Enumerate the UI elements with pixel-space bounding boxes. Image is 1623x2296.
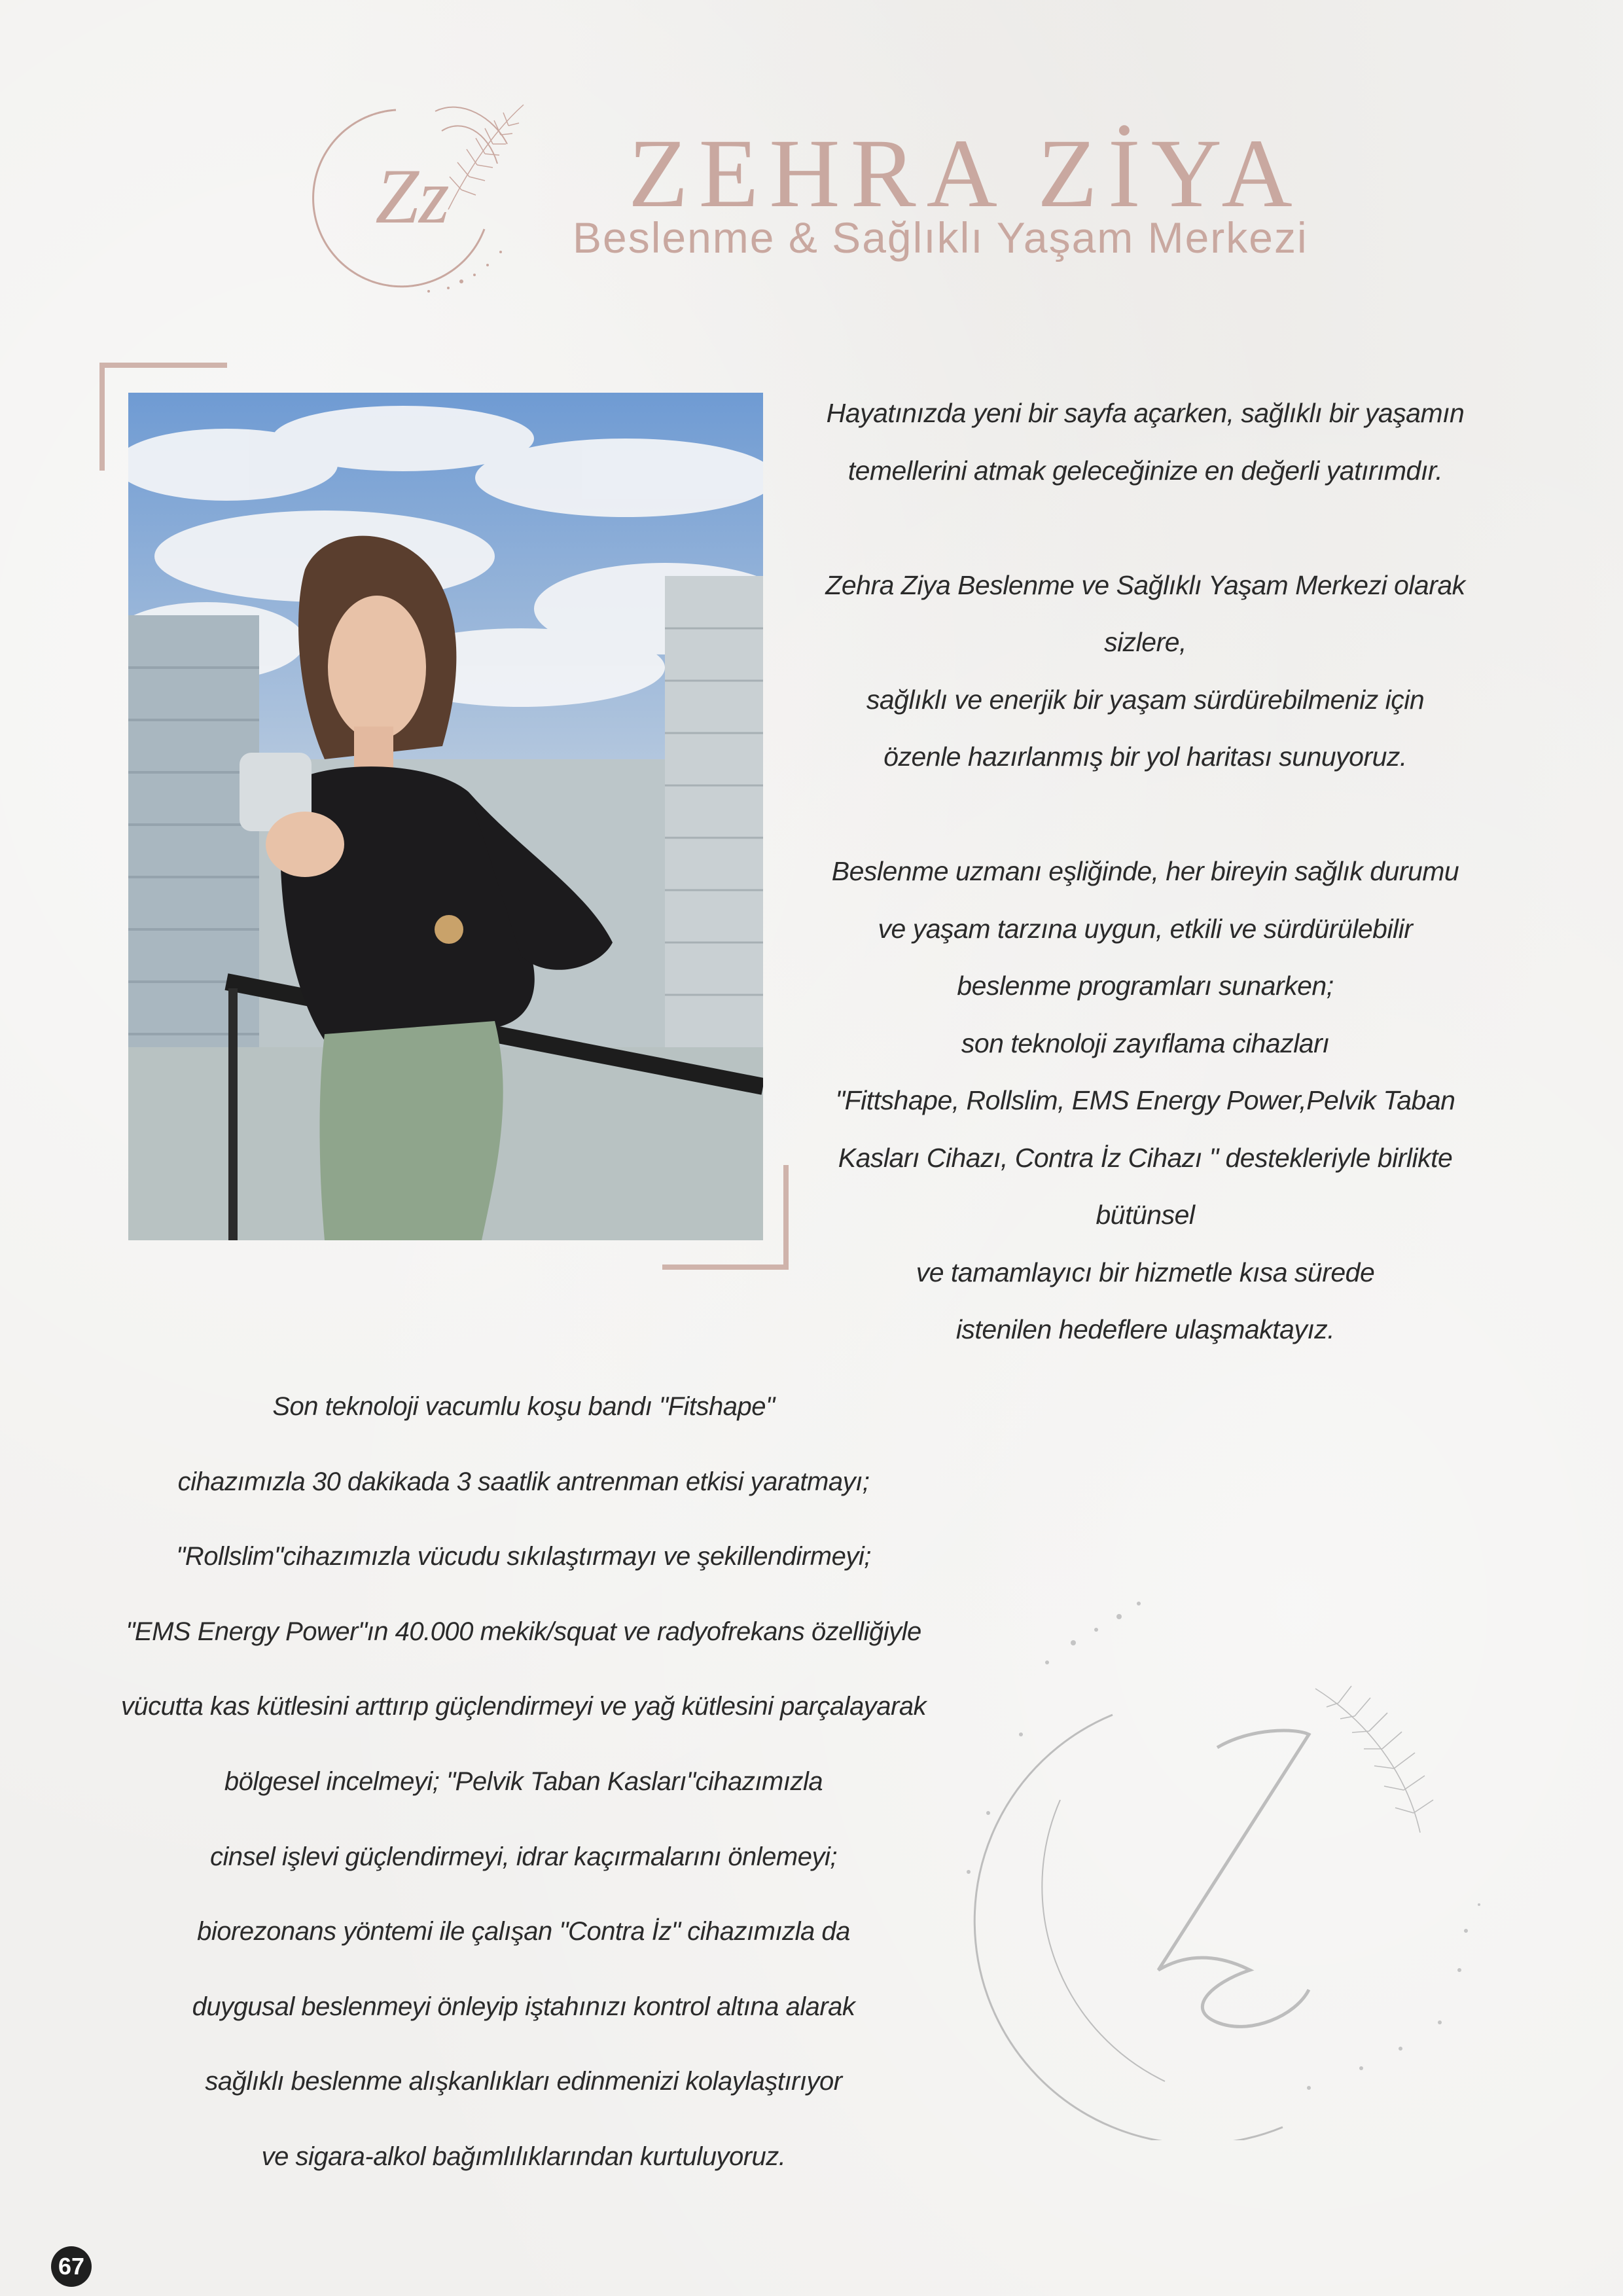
brand-subtitle: Beslenme & Sağlıklı Yaşam Merkezi [573, 213, 1308, 262]
intro-line: "Fittshape, Rollslim, EMS Energy Power,Pelvik Taban [835, 1085, 1455, 1115]
intro-line: istenilen hedeflere ulaşmaktayız. [955, 1314, 1335, 1344]
intro-line: temellerini atmak geleceğinize en değerli yatırımdır. [847, 455, 1443, 486]
intro-line: Beslenme uzmanı eşliğinde, her bireyin sağlık durumu [831, 856, 1459, 886]
intro-line: Zehra Ziya Beslenme ve Sağlıklı Yaşam Merkezi olarak sizlere, [825, 569, 1465, 657]
intro-line: son teknoloji zayıflama cihazları [961, 1028, 1330, 1058]
services-text [98, 1369, 949, 2195]
frame-corner-top-left-vertical [99, 363, 105, 471]
intro-line: ve yaşam tarzına uygun, etkili ve sürdürülebilir [878, 913, 1413, 944]
page-number: 67 [51, 2246, 92, 2287]
intro-line: beslenme programları sunarken; [957, 971, 1334, 1001]
brand-title: ZEHRA ZİYA [628, 119, 1303, 228]
services-line: vücutta kas kütlesini arttırıp güçlendirmeyi ve yağ kütlesini parçalayarak [120, 1692, 927, 1721]
watermark-logo [942, 1564, 1518, 2140]
feather-icon [448, 105, 524, 209]
logo-monogram: Zz [375, 152, 450, 240]
services-line: "Rollslim"cihazımızla vücudu sıkılaştırmayı ve şekillendirmeyi; [176, 1542, 871, 1571]
services-line: biorezonans yöntemi ile çalışan "Contra İz" cihazımızla da [197, 1917, 850, 1946]
services-line: duygusal beslenmeyi önleyip iştahınızı kontrol altına alarak [192, 1992, 855, 2021]
services-line: sağlıklı beslenme alışkanlıkları edinmenizi kolaylaştırıyor [205, 2067, 842, 2096]
frame-corner-bottom-right [662, 1265, 789, 1270]
portrait-photo [128, 393, 763, 1240]
intro-line: sağlıklı ve enerjik bir yaşam sürdürebilmeniz için [866, 684, 1425, 715]
feather-icon [1315, 1686, 1433, 1833]
intro-line: ve tamamlayıcı bir hizmetle kısa sürede [916, 1257, 1375, 1287]
services-line: cinsel işlevi güçlendirmeyi, idrar kaçırmalarını önlemeyi; [209, 1842, 837, 1871]
services-line: "EMS Energy Power"ın 40.000 mekik/squat ve radyofrekans özelliğiyle [126, 1617, 921, 1646]
services-line: bölgesel incelmeyi; "Pelvik Taban Kasları"cihazımızla [224, 1767, 823, 1796]
brand-logo [298, 92, 527, 301]
frame-corner-top-left [99, 363, 227, 368]
intro-line: Hayatınızda yeni bir sayfa açarken, sağlıklı bir yaşamın [826, 398, 1465, 428]
services-line: Son teknoloji vacumlu koşu bandı "Fitshape" [272, 1392, 775, 1421]
intro-line: Kasları Cihazı, Contra İz Cihazı " destekleriyle birlikte bütünsel [838, 1142, 1453, 1230]
intro-text [805, 385, 1486, 1359]
services-line: ve sigara-alkol bağımlılıklarından kurtuluyoruz. [261, 2142, 786, 2171]
intro-line: özenle hazırlanmış bir yol haritası sunuyoruz. [883, 742, 1407, 772]
services-line: cihazımızla 30 dakikada 3 saatlik antrenman etkisi yaratmayı; [177, 1467, 870, 1496]
frame-corner-bottom-right-vertical [783, 1165, 789, 1270]
